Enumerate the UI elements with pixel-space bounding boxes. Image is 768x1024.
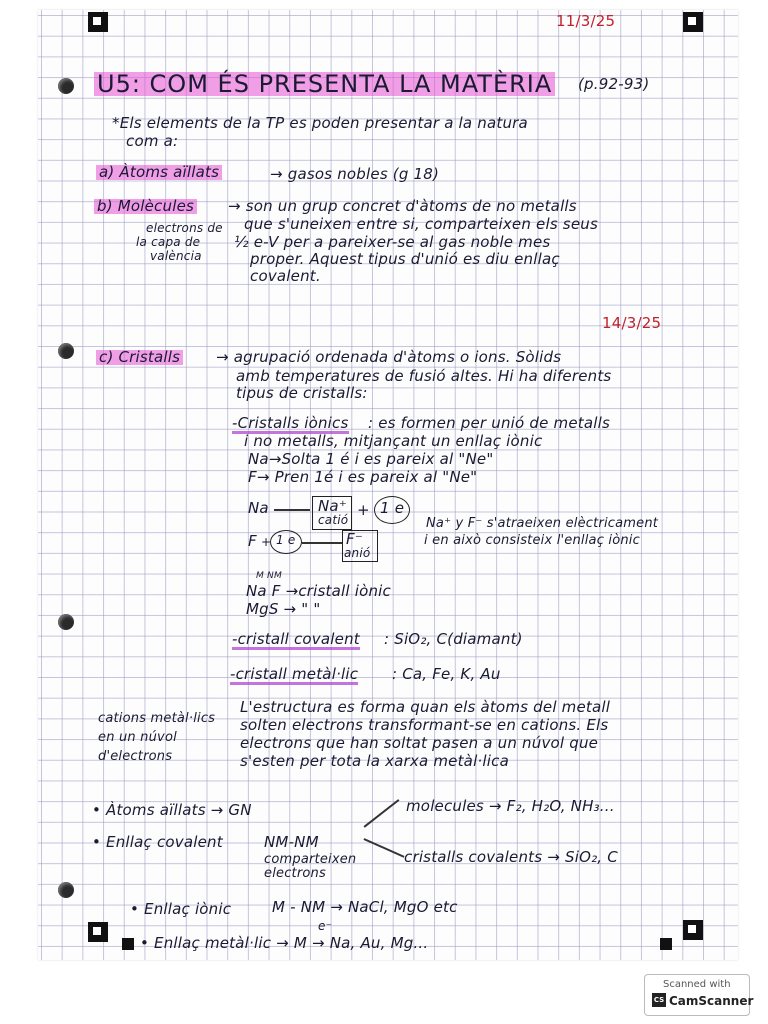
diagram-arrow — [302, 542, 342, 544]
metallic-side-note: d'electrons — [98, 749, 173, 764]
intro-line: *Els elements de la TP es poden presentar a la natura — [112, 114, 528, 132]
section-b-line: covalent. — [250, 267, 321, 285]
diagram-note: i en això consisteix l'enllaç iònic — [424, 533, 640, 548]
scan-square-marker — [660, 938, 672, 950]
summary-molecules: molecules → F₂, H₂O, NH₃... — [406, 797, 615, 815]
title-pages: (p.92-93) — [578, 75, 650, 93]
date-second: 14/3/25 — [602, 314, 662, 332]
ionic-line: : es formen per unió de metalls — [368, 414, 610, 432]
ionic-example-marks: M NM — [256, 571, 282, 581]
section-b-line: que s'uneixen entre si, comparteixen els seus — [244, 215, 598, 233]
diagram-cation-label: catió — [318, 513, 349, 527]
section-a-text: → gasos nobles (g 18) — [270, 165, 440, 183]
watermark-text: Scanned with — [663, 979, 731, 990]
scan-corner-marker — [88, 12, 108, 32]
metallic-text: s'esten per tota la xarxa metàl·lica — [240, 752, 509, 770]
summary-covalent-crystals: cristalls covalents → SiO₂, C — [404, 848, 618, 866]
ionic-line: Na→Solta 1 é i es pareix al "Ne" — [248, 450, 494, 468]
diagram-f: F — [248, 532, 257, 550]
camscanner-logo-icon: CS — [652, 993, 666, 1007]
metallic-crystal-examples: : Ca, Fe, K, Au — [392, 665, 501, 683]
metallic-side-note: en un núvol — [98, 730, 177, 745]
summary-ionic-formula: M - NM → NaCl, MgO etc — [272, 898, 458, 916]
section-b-side-note: la capa de — [136, 235, 201, 249]
summary-share: electrons — [264, 866, 326, 881]
covalent-crystal-label: -cristall covalent — [232, 630, 360, 648]
summary-share: comparteixen — [264, 852, 357, 867]
binder-hole — [58, 882, 74, 898]
scan-corner-marker — [683, 12, 703, 32]
diagram-anion-label: anió — [344, 546, 371, 560]
diagram-electron: 1 e — [380, 499, 405, 517]
diagram-arrow — [274, 509, 310, 511]
section-c-line: tipus de cristalls: — [236, 384, 368, 402]
diagram-na-ion: Na⁺ — [318, 497, 347, 515]
metallic-crystal-label: -cristall metàl·lic — [230, 665, 359, 683]
section-c-line: amb temperatures de fusió altes. Hi ha diferents — [236, 367, 612, 385]
binder-hole — [58, 78, 74, 94]
section-c-line: → agrupació ordenada d'àtoms o ions. Sòlids — [216, 348, 562, 366]
summary-nm: NM-NM — [264, 833, 319, 851]
summary-atoms: • Àtoms aïllats → GN — [92, 801, 252, 819]
page-title: U5: COM ÉS PRESENTA LA MATÈRIA — [94, 72, 555, 96]
section-b-line: ½ e-V per a pareixer-se al gas noble mes — [234, 233, 551, 251]
covalent-crystal-examples: : SiO₂, C(diamant) — [384, 630, 523, 648]
ionic-example: Na F →cristall iònic — [246, 582, 391, 600]
section-b-side-note: valència — [150, 249, 202, 263]
date-first: 11/3/25 — [556, 12, 616, 30]
summary-ionic: • Enllaç iònic — [130, 900, 232, 918]
diagram-na: Na — [248, 499, 269, 517]
diagram-f-ion: F⁻ — [346, 530, 363, 548]
section-b-line: → son un grup concret d'àtoms de no metalls — [228, 197, 577, 215]
metallic-text: electrons que han soltat pasen a un núvol que — [240, 734, 599, 752]
section-b-label: b) Molècules — [94, 199, 197, 214]
diagram-f-plus: + — [261, 535, 272, 549]
ionic-crystals-label: -Cristalls iònics — [232, 414, 349, 432]
diagram-note: Na⁺ y F⁻ s'atraeixen elèctricament — [426, 516, 659, 531]
section-a-label: a) Àtoms aïllats — [96, 165, 222, 180]
section-b-line: proper. Aquest tipus d'unió es diu enllaç — [250, 250, 560, 268]
watermark-brand: CamScanner — [669, 994, 754, 1008]
binder-hole — [58, 343, 74, 359]
ionic-example: MgS → " " — [246, 600, 321, 618]
scan-corner-marker — [88, 922, 108, 942]
scan-corner-marker — [683, 920, 703, 940]
diagram-electron: 1 e — [276, 533, 296, 547]
ionic-line: i no metalls, mitjançant un enllaç iònic — [244, 432, 543, 450]
camscanner-watermark — [644, 974, 754, 1016]
scan-square-marker — [122, 938, 134, 950]
metallic-side-note: cations metàl·lics — [98, 711, 216, 726]
summary-ionic-electron: e⁻ — [318, 919, 333, 933]
section-b-side-note: electrons de — [146, 221, 223, 235]
section-c-label: c) Cristalls — [96, 350, 183, 365]
summary-covalent: • Enllaç covalent — [92, 833, 223, 851]
ionic-line: F→ Pren 1é i es pareix al "Ne" — [248, 468, 478, 486]
metallic-text: L'estructura es forma quan els àtoms del metall — [240, 698, 611, 716]
summary-metallic: • Enllaç metàl·lic → M → Na, Au, Mg... — [140, 934, 429, 952]
binder-hole — [58, 614, 74, 630]
intro-line: com a: — [126, 132, 179, 150]
metallic-text: solten electrons transformant-se en cations. Els — [240, 716, 609, 734]
diagram-plus: + — [357, 501, 370, 519]
